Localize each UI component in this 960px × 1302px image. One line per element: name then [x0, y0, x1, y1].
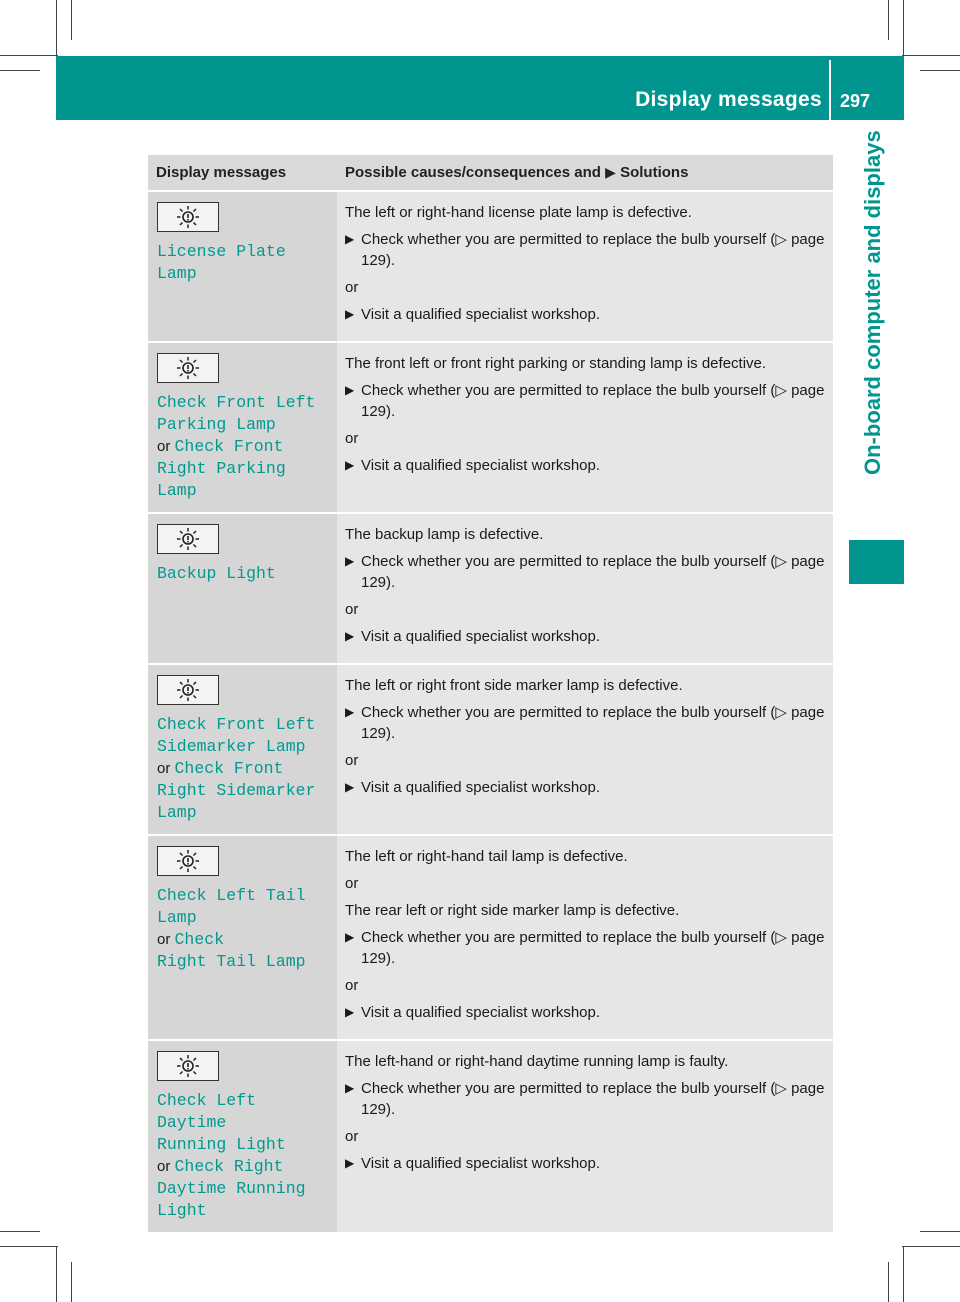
step-text: Check whether you are permitted to replace the bulb yourself (▷ page 129).	[361, 382, 825, 420]
step-text: Visit a qualified specialist workshop.	[361, 457, 601, 474]
display-message: Check Right Daytime Running Light	[157, 1157, 306, 1220]
bulb-warning-icon	[157, 1051, 219, 1081]
step-text: Check whether you are permitted to replace the bulb yourself (▷ page 129).	[361, 1080, 825, 1118]
bulb-warning-icon	[157, 846, 219, 876]
table-row	[148, 665, 833, 836]
play-arrow-icon: ▶	[345, 705, 355, 719]
display-message: Check Front Right Sidemarker Lamp	[157, 759, 316, 822]
solution-step	[345, 229, 827, 271]
or-separator: or	[157, 1158, 175, 1175]
or-separator: or	[345, 752, 359, 769]
or-separator: or	[345, 1128, 359, 1145]
solution-step	[345, 455, 827, 476]
play-arrow-icon: ▶	[345, 930, 355, 944]
step-text: Visit a qualified specialist workshop.	[361, 1155, 601, 1172]
or-separator: or	[345, 430, 359, 447]
display-message: Check Right Tail Lamp	[157, 930, 306, 971]
table-header-row	[148, 155, 833, 192]
or-separator: or	[345, 977, 359, 994]
step-text: Check whether you are permitted to replace the bulb yourself (▷ page 129).	[361, 929, 825, 967]
play-arrow-icon: ▶	[345, 307, 355, 321]
solution-cell	[337, 836, 833, 1041]
display-message: Check Front Right Parking Lamp	[157, 437, 286, 500]
crop-mark	[903, 1246, 904, 1302]
table-body	[148, 192, 833, 1234]
cause-text: The left or right-hand license plate lamp is defective.	[345, 204, 692, 221]
crop-mark	[71, 1262, 72, 1302]
display-message: License Plate Lamp	[157, 242, 286, 283]
section-title: Display messages	[635, 88, 822, 111]
crop-mark	[0, 1231, 40, 1232]
column-header-solutions	[337, 155, 833, 192]
crop-mark	[902, 55, 960, 56]
cause-text: The front left or front right parking or standing lamp is defective.	[345, 355, 767, 372]
message-cell	[148, 514, 337, 665]
solution-cell	[337, 192, 833, 343]
step-text: Check whether you are permitted to replace the bulb yourself (▷ page 129).	[361, 231, 825, 269]
header-divider	[829, 60, 831, 120]
cause-text: The rear left or right side marker lamp is defective.	[345, 902, 680, 919]
display-message-text	[157, 1090, 329, 1222]
play-arrow-icon: ▶	[605, 164, 616, 180]
solution-cell	[337, 1041, 833, 1234]
cause-text: The left-hand or right-hand daytime running lamp is faulty.	[345, 1053, 729, 1070]
bulb-warning-icon	[157, 524, 219, 554]
solution-step	[345, 1002, 827, 1023]
crop-mark	[0, 55, 58, 56]
crop-mark	[888, 1262, 889, 1302]
crop-mark	[0, 70, 40, 71]
column-header-prefix: Possible causes/consequences and	[345, 164, 601, 181]
play-arrow-icon: ▶	[345, 554, 355, 568]
solution-step	[345, 1153, 827, 1174]
crop-mark	[888, 0, 889, 40]
play-arrow-icon: ▶	[345, 1005, 355, 1019]
table-row	[148, 192, 833, 343]
column-header-suffix: Solutions	[620, 164, 689, 181]
or-separator: or	[157, 760, 175, 777]
page-number: 297	[840, 91, 871, 111]
table-row	[148, 343, 833, 514]
table-row	[148, 514, 833, 665]
display-message-text	[157, 392, 329, 502]
play-arrow-icon: ▶	[345, 1156, 355, 1170]
solution-step	[345, 551, 827, 593]
display-message: Check Left Daytime Running Light	[157, 1091, 286, 1154]
solution-step	[345, 702, 827, 744]
play-arrow-icon: ▶	[345, 458, 355, 472]
play-arrow-icon: ▶	[345, 1081, 355, 1095]
display-messages-table	[148, 155, 833, 1234]
crop-mark	[56, 1246, 57, 1302]
crop-mark	[903, 0, 904, 58]
cause-text: The left or right-hand tail lamp is defective.	[345, 848, 628, 865]
step-text: Visit a qualified specialist workshop.	[361, 1004, 601, 1021]
or-separator: or	[345, 601, 359, 618]
table-row	[148, 1041, 833, 1234]
message-cell	[148, 192, 337, 343]
bulb-warning-icon	[157, 202, 219, 232]
cause-text: The left or right front side marker lamp is defective.	[345, 677, 683, 694]
step-text: Check whether you are permitted to replace the bulb yourself (▷ page 129).	[361, 704, 825, 742]
solution-step	[345, 1078, 827, 1120]
solution-step	[345, 626, 827, 647]
or-separator: or	[157, 931, 175, 948]
play-arrow-icon: ▶	[345, 232, 355, 246]
solution-step	[345, 380, 827, 422]
step-text: Visit a qualified specialist workshop.	[361, 779, 601, 796]
solution-step	[345, 927, 827, 969]
crop-mark	[56, 0, 57, 58]
column-header-messages: Display messages	[148, 155, 337, 192]
message-cell	[148, 836, 337, 1041]
side-tab-label: On-board computer and displays	[860, 130, 885, 475]
side-tab-marker	[849, 540, 904, 584]
crop-mark	[920, 70, 960, 71]
crop-mark	[902, 1246, 960, 1247]
display-message: Check Front Left Sidemarker Lamp	[157, 715, 316, 756]
crop-mark	[0, 1246, 58, 1247]
display-message: Backup Light	[157, 564, 276, 583]
or-separator: or	[345, 279, 359, 296]
display-message-text	[157, 714, 329, 824]
crop-mark	[71, 0, 72, 40]
or-separator: or	[345, 875, 359, 892]
play-arrow-icon: ▶	[345, 383, 355, 397]
step-text: Visit a qualified specialist workshop.	[361, 628, 601, 645]
display-message: Check Left Tail Lamp	[157, 886, 306, 927]
table-row	[148, 836, 833, 1041]
message-cell	[148, 665, 337, 836]
play-arrow-icon: ▶	[345, 629, 355, 643]
solution-cell	[337, 514, 833, 665]
bulb-warning-icon	[157, 353, 219, 383]
step-text: Visit a qualified specialist workshop.	[361, 306, 601, 323]
display-message-text	[157, 241, 329, 285]
play-arrow-icon: ▶	[345, 780, 355, 794]
display-message-text	[157, 563, 329, 585]
solution-step	[345, 304, 827, 325]
crop-mark	[920, 1231, 960, 1232]
step-text: Check whether you are permitted to replace the bulb yourself (▷ page 129).	[361, 553, 825, 591]
display-message-text	[157, 885, 329, 973]
display-message: Check Front Left Parking Lamp	[157, 393, 316, 434]
solution-step	[345, 777, 827, 798]
solution-cell	[337, 343, 833, 514]
solution-cell	[337, 665, 833, 836]
or-separator: or	[157, 438, 175, 455]
cause-text: The backup lamp is defective.	[345, 526, 544, 543]
message-cell	[148, 343, 337, 514]
message-cell	[148, 1041, 337, 1234]
bulb-warning-icon	[157, 675, 219, 705]
